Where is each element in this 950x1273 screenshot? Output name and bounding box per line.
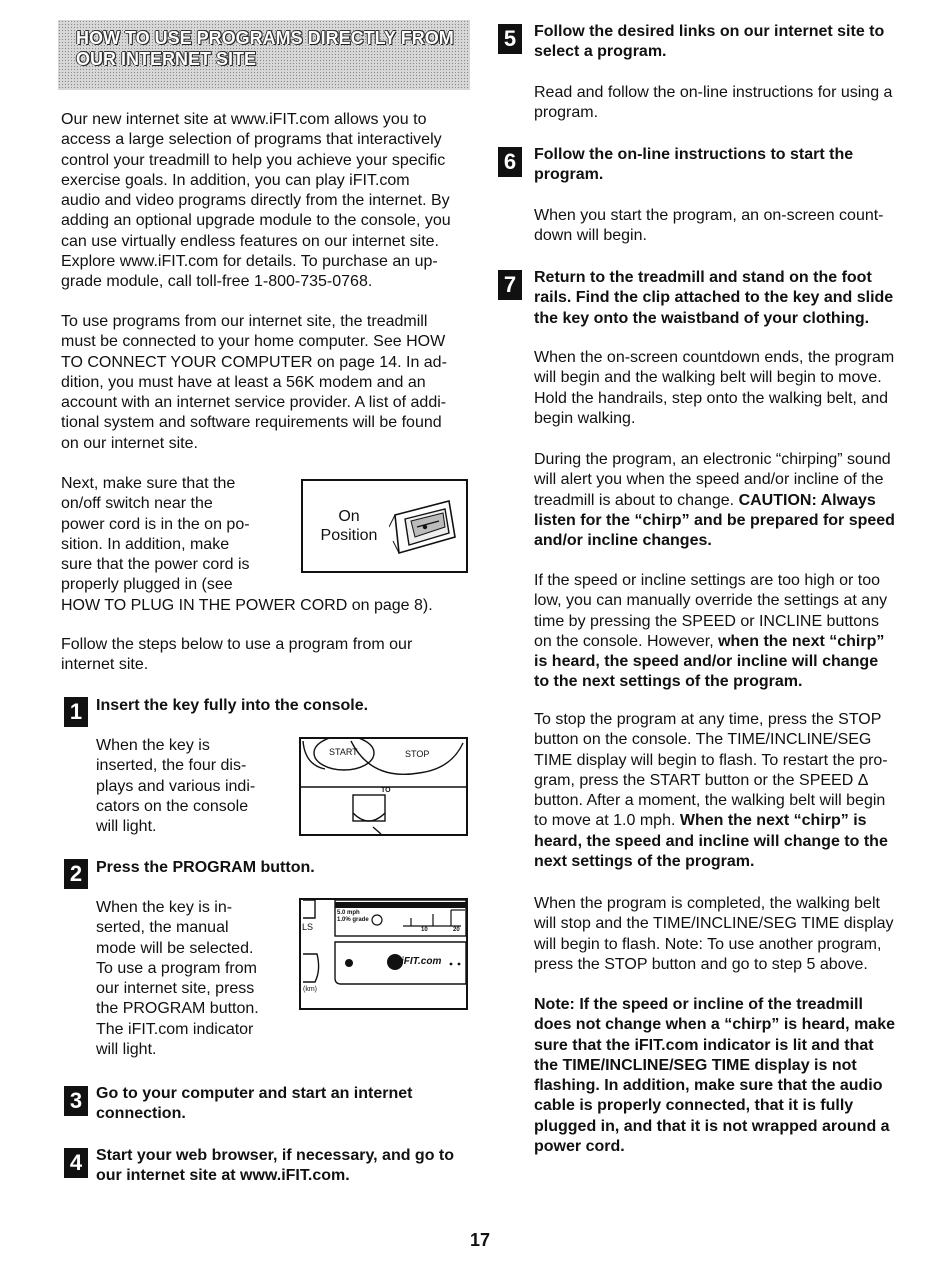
text-line: will stop and the TIME/INCLINE/SEG TIME display bbox=[534, 915, 894, 933]
left-label: LS bbox=[302, 922, 314, 932]
text-line: When the key is in- bbox=[96, 899, 233, 916]
intro-paragraph bbox=[61, 110, 481, 293]
step-title: Press the PROGRAM button. bbox=[96, 859, 315, 876]
text-line: inserted, the four dis- bbox=[96, 757, 247, 775]
text-line: access a large selection of programs that interactively bbox=[61, 131, 442, 149]
text-line: flashing. In addition, make sure that the audio bbox=[534, 1077, 883, 1095]
step-body bbox=[534, 206, 929, 247]
text-line: Next, make sure that the bbox=[61, 475, 236, 492]
text-line: sure that the power cord is bbox=[61, 556, 250, 574]
start-label: START bbox=[329, 747, 358, 757]
text-run: on the console. However, bbox=[534, 632, 719, 650]
text-line: To stop the program at any time, press the STOP bbox=[534, 711, 882, 728]
console-key-figure bbox=[299, 737, 468, 836]
step-title: Insert the key fully into the console. bbox=[96, 697, 369, 714]
text-line: control your treadmill to help you achieve your specific bbox=[61, 151, 446, 169]
step-title-line: Return to the treadmill and stand on the foot bbox=[534, 269, 872, 286]
step-title-line: select a program. bbox=[534, 43, 667, 61]
text-line bbox=[534, 491, 929, 511]
step-title bbox=[534, 145, 924, 186]
text-line: sure that the iFIT.com indicator is lit and that bbox=[534, 1036, 874, 1054]
text-line: grade module, call toll-free 1-800-735-0768. bbox=[61, 273, 373, 291]
text-line: TO CONNECT YOUR COMPUTER on page 14. In ad- bbox=[61, 353, 447, 371]
text-line: Read and follow the on-line instructions for using a bbox=[534, 84, 893, 101]
text-line: the TIME/INCLINE/SEG TIME display is not bbox=[534, 1056, 857, 1074]
step-number-badge: 4 bbox=[64, 1148, 88, 1178]
text-line: internet site. bbox=[61, 656, 149, 674]
text-line: Follow the steps below to use a program from our bbox=[61, 636, 413, 653]
text-line: audio and video programs directly from the internet. By bbox=[61, 192, 450, 210]
text-line: When the on-screen countdown ends, the program bbox=[534, 349, 895, 366]
text-line: button on the console. The TIME/INCLINE/SEG bbox=[534, 731, 872, 749]
section-title-line: HOW TO USE PROGRAMS DIRECTLY FROM bbox=[76, 28, 454, 48]
text-line: our internet site, press bbox=[96, 980, 255, 998]
ifit-logo: iFIT.com bbox=[401, 956, 442, 967]
step-title-line: our internet site at www.iFIT.com. bbox=[96, 1167, 350, 1185]
step-body bbox=[96, 898, 296, 1060]
text-line: To use programs from our internet site, the treadmill bbox=[61, 313, 428, 330]
speed-readout-line: 5.0 mph bbox=[337, 910, 360, 916]
step-title-line: Follow the desired links on our internet site to bbox=[534, 23, 885, 40]
step-title bbox=[534, 22, 924, 63]
text-line: will light. bbox=[96, 818, 157, 836]
small-label: TO bbox=[381, 787, 391, 794]
text-line: Explore www.iFIT.com for details. To purchase an up- bbox=[61, 253, 438, 271]
step-number-badge: 2 bbox=[64, 859, 88, 889]
step-title-line: Start your web browser, if necessary, and go to bbox=[96, 1147, 455, 1164]
switch-label-line: On bbox=[338, 508, 360, 525]
text-line: on/off switch near the bbox=[61, 495, 213, 513]
text-line: power cord is in the on po- bbox=[61, 515, 250, 533]
tick-label: 10 bbox=[421, 927, 428, 933]
text-line: To use a program from bbox=[96, 959, 257, 977]
tick-label: 20 bbox=[453, 927, 460, 933]
text-line: the PROGRAM button. bbox=[96, 1000, 259, 1018]
text-line: Hold the handrails, step onto the walking belt, and bbox=[534, 389, 889, 407]
override-paragraph bbox=[534, 571, 929, 693]
emphasis-text: when the next “chirp” bbox=[718, 632, 885, 650]
emphasis-text: next settings of the program. bbox=[534, 853, 755, 871]
text-line: plays and various indi- bbox=[96, 777, 256, 795]
text-line: will light. bbox=[96, 1041, 157, 1059]
page-number: 17 bbox=[470, 1230, 491, 1250]
text-line: gram, press the START button or the SPEED Δ bbox=[534, 771, 869, 789]
text-line: on our internet site. bbox=[61, 434, 198, 452]
text-line: down will begin. bbox=[534, 227, 647, 245]
step-title-line: program. bbox=[534, 166, 604, 184]
emphasis-text: When the next “chirp” is bbox=[679, 812, 867, 830]
section-title-line: OUR INTERNET SITE bbox=[76, 49, 257, 69]
text-line: mode will be selected. bbox=[96, 939, 254, 957]
switch-label bbox=[317, 507, 381, 545]
step-title bbox=[534, 268, 929, 329]
text-line: When the key is bbox=[96, 737, 210, 754]
text-line bbox=[534, 632, 929, 652]
emphasis-text: is heard, the speed and/or incline will change bbox=[534, 653, 879, 671]
power-switch-figure bbox=[301, 479, 468, 573]
text-run: to move at 1.0 mph. bbox=[534, 812, 680, 830]
text-line: During the program, an electronic “chirping” sound bbox=[534, 451, 891, 468]
text-line: Our new internet site at www.iFIT.com allows you to bbox=[61, 111, 427, 128]
emphasis-text: to the next settings of the program. bbox=[534, 673, 803, 691]
text-line: sition. In addition, make bbox=[61, 535, 230, 553]
step-title bbox=[96, 1084, 486, 1125]
step-title-line: Follow the on-line instructions to start the bbox=[534, 146, 854, 163]
text-line: When you start the program, an on-screen count- bbox=[534, 207, 884, 224]
step-body bbox=[534, 83, 929, 124]
text-line: low, you can manually override the settings at any bbox=[534, 592, 888, 610]
text-line: will begin to flash. Note: To use another program, bbox=[534, 935, 882, 953]
switch-label-line: Position bbox=[320, 527, 378, 544]
text-line: properly plugged in (see bbox=[61, 576, 233, 594]
text-line: exercise goals. In addition, you can play iFIT.com bbox=[61, 171, 410, 189]
text-line: does not change when a “chirp” is heard, make bbox=[534, 1016, 895, 1034]
text-line: HOW TO PLUG IN THE POWER CORD on page 8). bbox=[61, 596, 433, 614]
step-number-badge: 7 bbox=[498, 270, 522, 300]
text-line bbox=[534, 811, 929, 831]
text-line: TIME display will begin to flash. To restart the pro- bbox=[534, 751, 888, 769]
text-line: begin walking. bbox=[534, 409, 636, 427]
text-line: will begin and the walking belt will begin to move. bbox=[534, 369, 882, 387]
unit-label: (km) bbox=[303, 986, 317, 993]
rocker-switch-icon bbox=[389, 497, 459, 559]
text-line: account with an internet service provider. A list of addi- bbox=[61, 394, 447, 412]
note-paragraph bbox=[534, 995, 929, 1157]
text-line: cable is properly connected, that it is fully bbox=[534, 1097, 854, 1115]
completed-paragraph bbox=[534, 894, 929, 975]
step-number-badge: 1 bbox=[64, 697, 88, 727]
step-number-badge: 3 bbox=[64, 1086, 88, 1116]
step-number-badge: 6 bbox=[498, 147, 522, 177]
text-line: button. After a moment, the walking belt will begin bbox=[534, 792, 886, 810]
step-number-badge: 5 bbox=[498, 24, 522, 54]
chirp-paragraph bbox=[534, 450, 929, 551]
text-line: If the speed or incline settings are too high or too bbox=[534, 572, 880, 589]
step-title-line: Go to your computer and start an internet bbox=[96, 1085, 413, 1102]
text-line: press the STOP button and go to step 5 above. bbox=[534, 955, 868, 973]
text-line: The iFIT.com indicator bbox=[96, 1020, 254, 1038]
stop-paragraph bbox=[534, 710, 929, 872]
text-line: cators on the console bbox=[96, 797, 249, 815]
text-line: must be connected to your home computer. See HOW bbox=[61, 333, 446, 351]
step-title-line: the key onto the waistband of your clothing. bbox=[534, 309, 870, 327]
step-body bbox=[534, 348, 929, 429]
section-title bbox=[76, 28, 456, 70]
follow-paragraph bbox=[61, 635, 481, 676]
speed-readout-line: 1.0% grade bbox=[337, 917, 369, 923]
text-line: program. bbox=[534, 104, 599, 122]
text-line: will alert you when the speed and/or incline of the bbox=[534, 471, 884, 489]
step-title bbox=[96, 1146, 486, 1187]
text-line: dition, you must have at least a 56K modem and an bbox=[61, 373, 426, 391]
caution-text: and/or incline changes. bbox=[534, 532, 712, 550]
text-line: power cord. bbox=[534, 1138, 625, 1156]
text-run: treadmill is about to change. bbox=[534, 491, 739, 509]
step-title-line: rails. Find the clip attached to the key and slide bbox=[534, 289, 894, 307]
speed-readout bbox=[337, 910, 369, 924]
text-line: tional system and software requirements will be found bbox=[61, 414, 442, 432]
console-display-icon bbox=[301, 900, 466, 1008]
step-title-line: connection. bbox=[96, 1105, 186, 1123]
text-line: serted, the manual bbox=[96, 919, 229, 937]
console-display-figure bbox=[299, 898, 468, 1010]
requirements-paragraph bbox=[61, 312, 481, 454]
caution-text: CAUTION: Always bbox=[738, 491, 876, 509]
step-body bbox=[96, 736, 296, 837]
text-line: adding an optional upgrade module to the console, you bbox=[61, 212, 451, 230]
emphasis-text: heard, the speed and incline will change to the bbox=[534, 832, 888, 850]
text-line: time by pressing the SPEED or INCLINE buttons bbox=[534, 612, 880, 630]
text-line: can use virtually endless features on our internet site. bbox=[61, 232, 439, 250]
text-line: plugged in, and that it is not wrapped around a bbox=[534, 1117, 890, 1135]
text-line: When the program is completed, the walking belt bbox=[534, 895, 880, 912]
caution-text: listen for the “chirp” and be prepared for speed bbox=[534, 511, 895, 529]
text-line: Note: If the speed or incline of the treadmill bbox=[534, 996, 863, 1013]
stop-label: STOP bbox=[405, 749, 430, 759]
